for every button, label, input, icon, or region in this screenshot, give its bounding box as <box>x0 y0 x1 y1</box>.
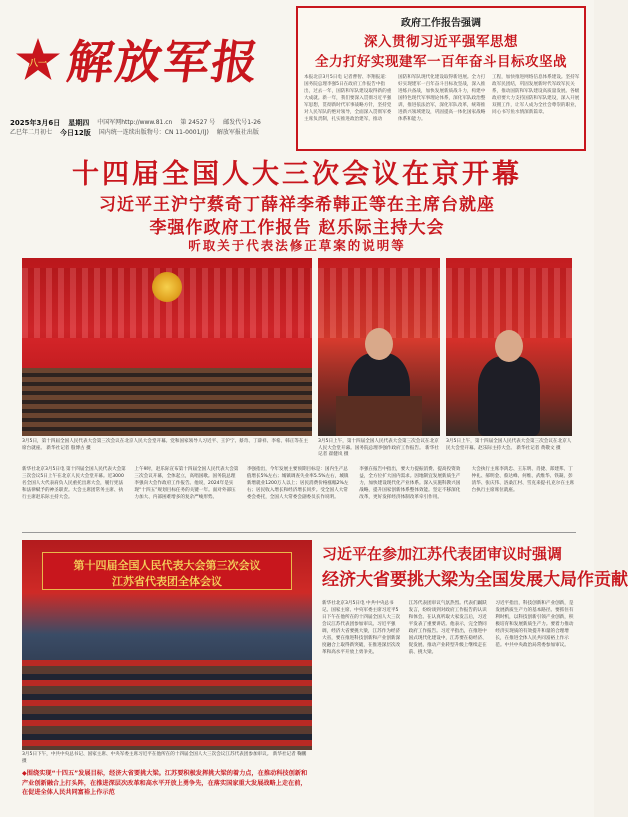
cn-number: 国内统一连续出版物号：CN 11-0001/(J) <box>98 129 209 136</box>
masthead-title: 解放军报 <box>63 35 264 89</box>
dateline <box>10 118 290 148</box>
section2-col-1: 新华社北京3月5日电 中共中央总书记、国家主席、中央军委主席习近平5日下午在他所在的十四届全国人大三次会议江苏代表团参加审议。习近平强调，经济大省要挑大梁，江苏作为经济大省，要在推进科技创新和产业创新深度融合上取得新突破，在推进深层次改革和高水平开放上勇争先。 <box>322 601 401 655</box>
issue-date: 2025年3月6日 <box>10 119 61 127</box>
banner-line-2: 江苏省代表团全体会议 <box>112 575 222 588</box>
section2-article <box>322 600 576 806</box>
photo-caption-3: 3月5日上午，第十四届全国人民代表大会第三次会议在北京人民大会堂开幕。赵乐际主持大会。 新华社记者 黄敬文 摄 <box>446 439 572 451</box>
issue-weekday: 星期四 <box>68 119 90 127</box>
photo-chair-zhao[interactable] <box>446 258 572 436</box>
lunar-date: 乙巳年二月初七 <box>10 129 53 136</box>
sub-headline-1: 习近平王沪宁蔡奇丁薛祥李希韩正等在主席台就座 <box>99 195 495 215</box>
photo-jiangsu-delegation[interactable] <box>22 540 312 750</box>
speaker-head <box>365 328 393 360</box>
sub-headline-3: 听取关于代表法修正草案的说明等 <box>188 238 406 253</box>
article-col-3: 李强指出，今年发展主要预期目标是：国内生产总值增长5%左右；城镇调查失业率5.5%左右，城镇新增就业1200万人以上；居民消费价格涨幅2%左右；居民收入增长和经济增长同步。受全国人大常委会委托，全国人大常委会副委员长作说明。 <box>246 467 349 500</box>
article-col-5: 大会执行主席李鸿忠、王东明、肖捷、郑建邦、丁仲礼、郝明金、蔡达峰、何维、武维华、铁凝、彭清华、张庆伟、洛桑江村、雪克来提·扎克尔在主席台执行主席席位就座。 <box>471 467 575 493</box>
article-col-1: 新华社北京3月5日电 第十四届全国人民代表大会第三次会议5日上午在北京人民大会堂开幕。近3000名全国人大代表肩负人民重托出席大会，履行宪法和法律赋予的神圣职责。大会主席团常务主席、执行主席赵乐际主持大会。 <box>22 467 126 500</box>
chair-figure <box>478 356 540 436</box>
audience-rows <box>22 368 312 436</box>
commentary-col-2: 国防和军队现代化建设取得新进展。全力打好实现建军一百年奋斗目标攻坚战，深入推进练兵备战，加快发展新质战斗力，构建中国特色现代军事理论体系，深化军队政治整训，推进依法治军，深化军队改革，统筹推进新兴领域建设，巩固提高一体化国家战略体系和能力。 <box>398 75 486 122</box>
serial-number: 第 24527 号 <box>180 119 216 126</box>
chair-head <box>495 330 523 362</box>
photo-caption-2: 3月5日上午，第十四届全国人民代表大会第三次会议在北京人民大会堂开幕。国务院总理李强作政府工作报告。 新华社记者 翟健岚 摄 <box>318 439 439 457</box>
section2-col-3: 习近平指出，科技创新和产业创新，是发展新质生产力的基本路径。要抓住有利时机，以科技创新引领产业创新，积极培育和发展新质生产力。要着力推动经济实现质的有效提升和量的合理增长，在推进全体人民共同富裕上作示范。中共中央政治局常委参加审议。 <box>495 601 574 648</box>
key-points-summary: ◆围绕实现“十四五”发展目标，经济大省要挑大梁。江苏要积极发挥挑大梁的着力点，在推动科技创新和产业创新融合上打头阵，在推进深层次改革和高水平开放上勇争先，在落实国家重大发展战略上走在前，在促进全体人民共同富裕上作示范 <box>22 770 308 796</box>
national-emblem-icon <box>152 272 182 302</box>
photo-caption-1: 3月5日，第十四届全国人民代表大会第三次会议在北京人民大会堂开幕。党和国家领导人习近平、王沪宁、蔡奇、丁薛祥、李希、韩正等在主席台就座。 新华社记者 殷博古 摄 <box>22 439 309 451</box>
commentary-body <box>304 74 580 148</box>
red-star-emblem-icon <box>14 36 62 84</box>
article-col-2: 上午9时，赵乐际宣布第十四届全国人民代表大会第三次会议开幕，全体起立，高唱国歌。国务院总理李强向大会作政府工作报告。他说，2024年是实现“十四五”规划目标任务的关键一年。面对外部压力加大、内部困难增多的复杂严峻形势。 <box>134 467 239 500</box>
svg-text:八一: 八一 <box>28 59 48 69</box>
section2-col-2: 江苏代表团审议气氛热烈。代表们踊跃发言，纷纷谈到对政府工作报告的认识和体会。在认真听取大家发言后，习近平发表了重要讲话。他表示，完全赞同政府工作报告。习近平指出，在推进中国式现代化建设中，江苏要在稳经济、促发展、推动产业转型升级上继续走在前、挑大梁。 <box>408 601 487 655</box>
section2-headline-1[interactable]: 习近平在参加江苏代表团审议时强调 <box>322 545 563 563</box>
commentary-box <box>296 6 586 151</box>
post-code: 邮发代号1-26 <box>223 119 261 126</box>
commentary-headline-1: 深入贯彻习近平强军思想 <box>364 34 518 50</box>
meeting-banner <box>42 552 292 590</box>
lead-article <box>22 466 576 528</box>
publisher: 解放军报社出版 <box>216 129 259 136</box>
banner-line-1: 第十四届全国人民代表大会第三次会议 <box>73 559 261 572</box>
podium <box>336 396 422 436</box>
red-flags-backdrop <box>446 268 572 338</box>
photo-plenary-hall[interactable] <box>22 258 312 436</box>
sub-headline-2: 李强作政府工作报告 赵乐际主持大会 <box>149 218 445 238</box>
photo-speaker-li[interactable] <box>318 258 440 436</box>
section-divider <box>22 532 576 533</box>
article-col-4: 李强在报告中指出，要大力提振消费、提高投资效益，全方位扩大国内需求。因地制宜发展新质生产力，加快建设现代化产业体系。深入实施科教兴国战略，提升国家创新体系整体效能。坚定不移深化改革，更好发挥经济体制改革牵引作用。 <box>359 467 461 500</box>
commentary-kicker: 政府工作报告强调 <box>401 18 481 29</box>
commentary-col-3: 工程，加快推进网络信息体系建设。坚持军政军民团结，巩固发展新时代军政军民关系，推动国防和军队建设高质量发展。各级政府要大力支持国防和军队建设，深入开展双拥工作，让军人成为全社会尊崇的职业，同心书写鱼水情深新篇章。 <box>492 75 580 115</box>
commentary-headline-2: 全力打好实现建军一百年奋斗目标攻坚战 <box>315 54 567 70</box>
photo-caption-4: 3月5日下午，中共中央总书记、国家主席、中央军委主席习近平在他所在的十四届全国人大三次会议江苏代表团参加审议。 新华社记者 鞠鹏 摄 <box>22 752 307 764</box>
masthead <box>10 8 285 118</box>
meeting-tables <box>22 660 312 750</box>
page-count: 今日12版 <box>60 129 91 137</box>
main-headline[interactable]: 十四届全国人大三次会议在京开幕 <box>72 159 522 190</box>
section2-headline-2[interactable]: 经济大省要挑大梁为全国发展大局作贡献 <box>322 570 628 590</box>
commentary-col-1: 本报北京3月5日电 记者曹智、李翔报道：国务院总理李强5日在政府工作报告中指出，过去一年，国防和军队建设取得新的重大成就。新一年，我们要深入贯彻习近平强军思想，贯彻新时代军事战略方针，坚持党对人民军队的绝对领导，全面深入贯彻军委主席负责制，扎实推进政治建军，推动 <box>304 75 392 122</box>
website: 中国军网http://www.81.cn <box>97 119 173 126</box>
